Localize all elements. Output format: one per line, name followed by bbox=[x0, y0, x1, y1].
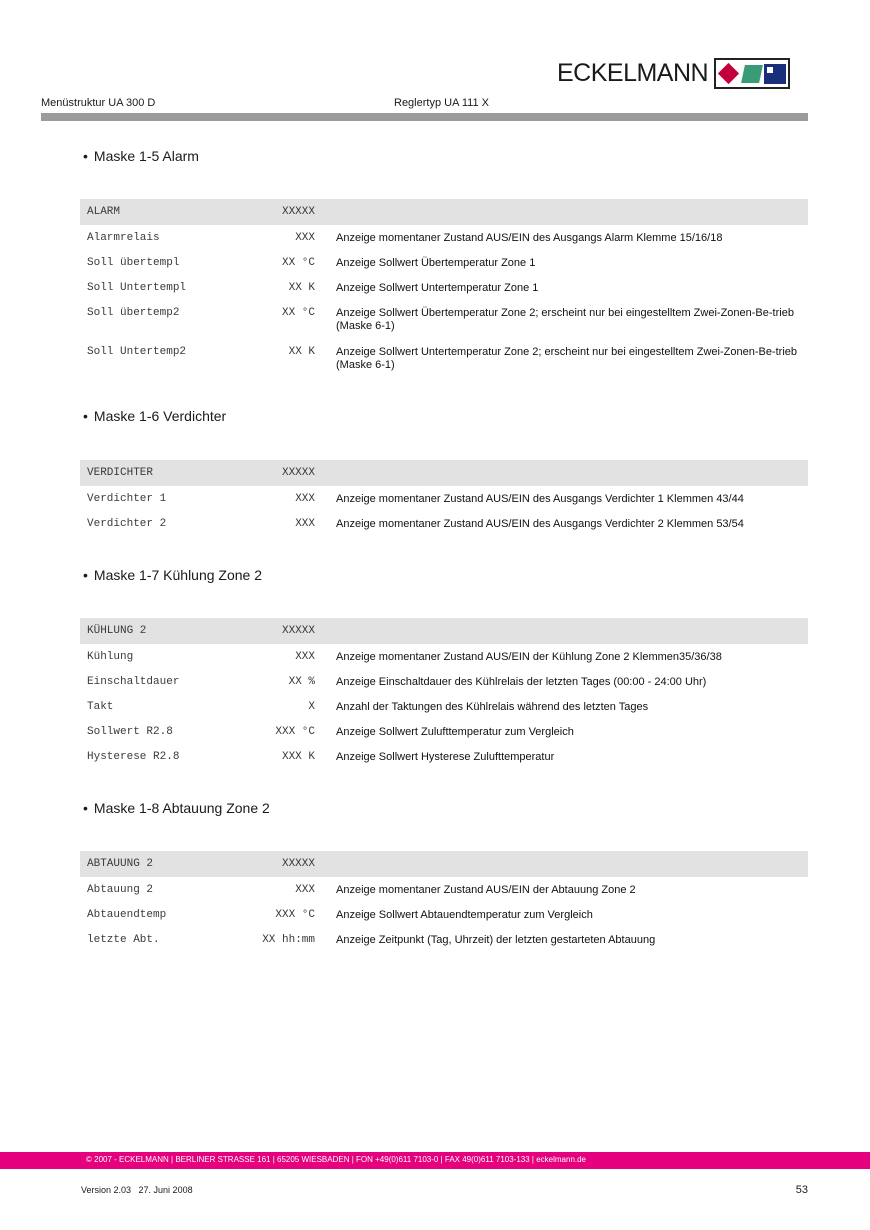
table-row: Soll Untertempl XX K Anzeige Sollwert Untertemperatur Zone 1 bbox=[87, 282, 539, 294]
table-row: Einschaltdauer XX % Anzeige Einschaltdauer des Kühlrelais der letzten Tages (00:00 - 24:00 Uhr) bbox=[87, 676, 707, 688]
section-title-abtauung: • Maske 1-8 Abtauung Zone 2 bbox=[83, 800, 270, 816]
table-row: Takt X Anzahl der Taktungen des Kühlrelais während des letzten Tages bbox=[87, 701, 649, 713]
table-row: Soll übertemp2 XX °C Anzeige Sollwert Übertemperatur Zone 2; erscheint nur bei eingestelltem Zwei-Zonen-Be-trieb (Maske 6-1) bbox=[87, 307, 794, 332]
section-title-alarm: • Maske 1-5 Alarm bbox=[83, 148, 199, 164]
header-left-title: Menüstruktur UA 300 D bbox=[41, 97, 156, 109]
version-info: Version 2.03 27. Juni 2008 bbox=[81, 1185, 193, 1195]
table-row: Verdichter 2 XXX Anzeige momentaner Zustand AUS/EIN des Ausgangs Verdichter 2 Klemmen 53/54 bbox=[87, 518, 744, 530]
table-row: Soll übertempl XX °C Anzeige Sollwert Übertemperatur Zone 1 bbox=[87, 257, 536, 269]
section-title-kuehlung: • Maske 1-7 Kühlung Zone 2 bbox=[83, 567, 263, 583]
table-row: Abtauendtemp XXX °C Anzeige Sollwert Abtauendtemperatur zum Vergleich bbox=[87, 909, 593, 921]
footer-company-line: © 2007 - ECKELMANN | BERLINER STRASSE 161 | 65205 WIESBADEN | FON +49(0)611 7103-0 | FAX 49(0)611 7103-133 | eckelmann.de bbox=[86, 1155, 587, 1164]
company-logo bbox=[557, 58, 790, 89]
table-row: Kühlung XXX Anzeige momentaner Zustand AUS/EIN der Kühlung Zone 2 Klemmen35/36/38 bbox=[87, 651, 722, 663]
table-verdichter bbox=[80, 460, 808, 536]
table-row: Alarmrelais XXX Anzeige momentaner Zustand AUS/EIN des Ausgangs Alarm Klemme 15/16/18 bbox=[87, 232, 723, 244]
table-abtauung bbox=[80, 851, 808, 952]
table-header: ABTAUUNG 2 XXXXX bbox=[80, 851, 808, 877]
table-row: Sollwert R2.8 XXX °C Anzeige Sollwert Zulufttemperatur zum Vergleich bbox=[87, 726, 574, 738]
table-header: ALARM XXXXX bbox=[80, 199, 808, 225]
logo-text: ECKELMANN bbox=[557, 59, 709, 87]
table-row: Hysterese R2.8 XXX K Anzeige Sollwert Hysterese Zulufttemperatur bbox=[87, 751, 555, 763]
header-divider bbox=[41, 113, 808, 121]
table-row: Soll Untertemp2 XX K Anzeige Sollwert Untertemperatur Zone 2; erscheint nur bei eingestelltem Zwei-Zonen-Be-trieb (Maske 6-1) bbox=[87, 346, 797, 371]
footer-bar bbox=[0, 1152, 870, 1169]
header-center-title: Reglertyp UA 111 X bbox=[394, 97, 489, 109]
page-number: 53 bbox=[795, 1184, 808, 1196]
table-header: VERDICHTER XXXXX bbox=[80, 460, 808, 486]
logo-mark-icon bbox=[714, 58, 790, 89]
table-row: letzte Abt. XX hh:mm Anzeige Zeitpunkt (Tag, Uhrzeit) der letzten gestarteten Abtauung bbox=[87, 934, 656, 946]
table-row: Verdichter 1 XXX Anzeige momentaner Zustand AUS/EIN des Ausgangs Verdichter 1 Klemmen 43/44 bbox=[87, 493, 744, 505]
table-row: Abtauung 2 XXX Anzeige momentaner Zustand AUS/EIN der Abtauung Zone 2 bbox=[87, 884, 636, 896]
table-alarm bbox=[80, 199, 808, 378]
table-header: KÜHLUNG 2 XXXXX bbox=[80, 618, 808, 644]
table-kuehlung bbox=[80, 618, 808, 769]
section-title-verdichter: • Maske 1-6 Verdichter bbox=[83, 408, 227, 424]
